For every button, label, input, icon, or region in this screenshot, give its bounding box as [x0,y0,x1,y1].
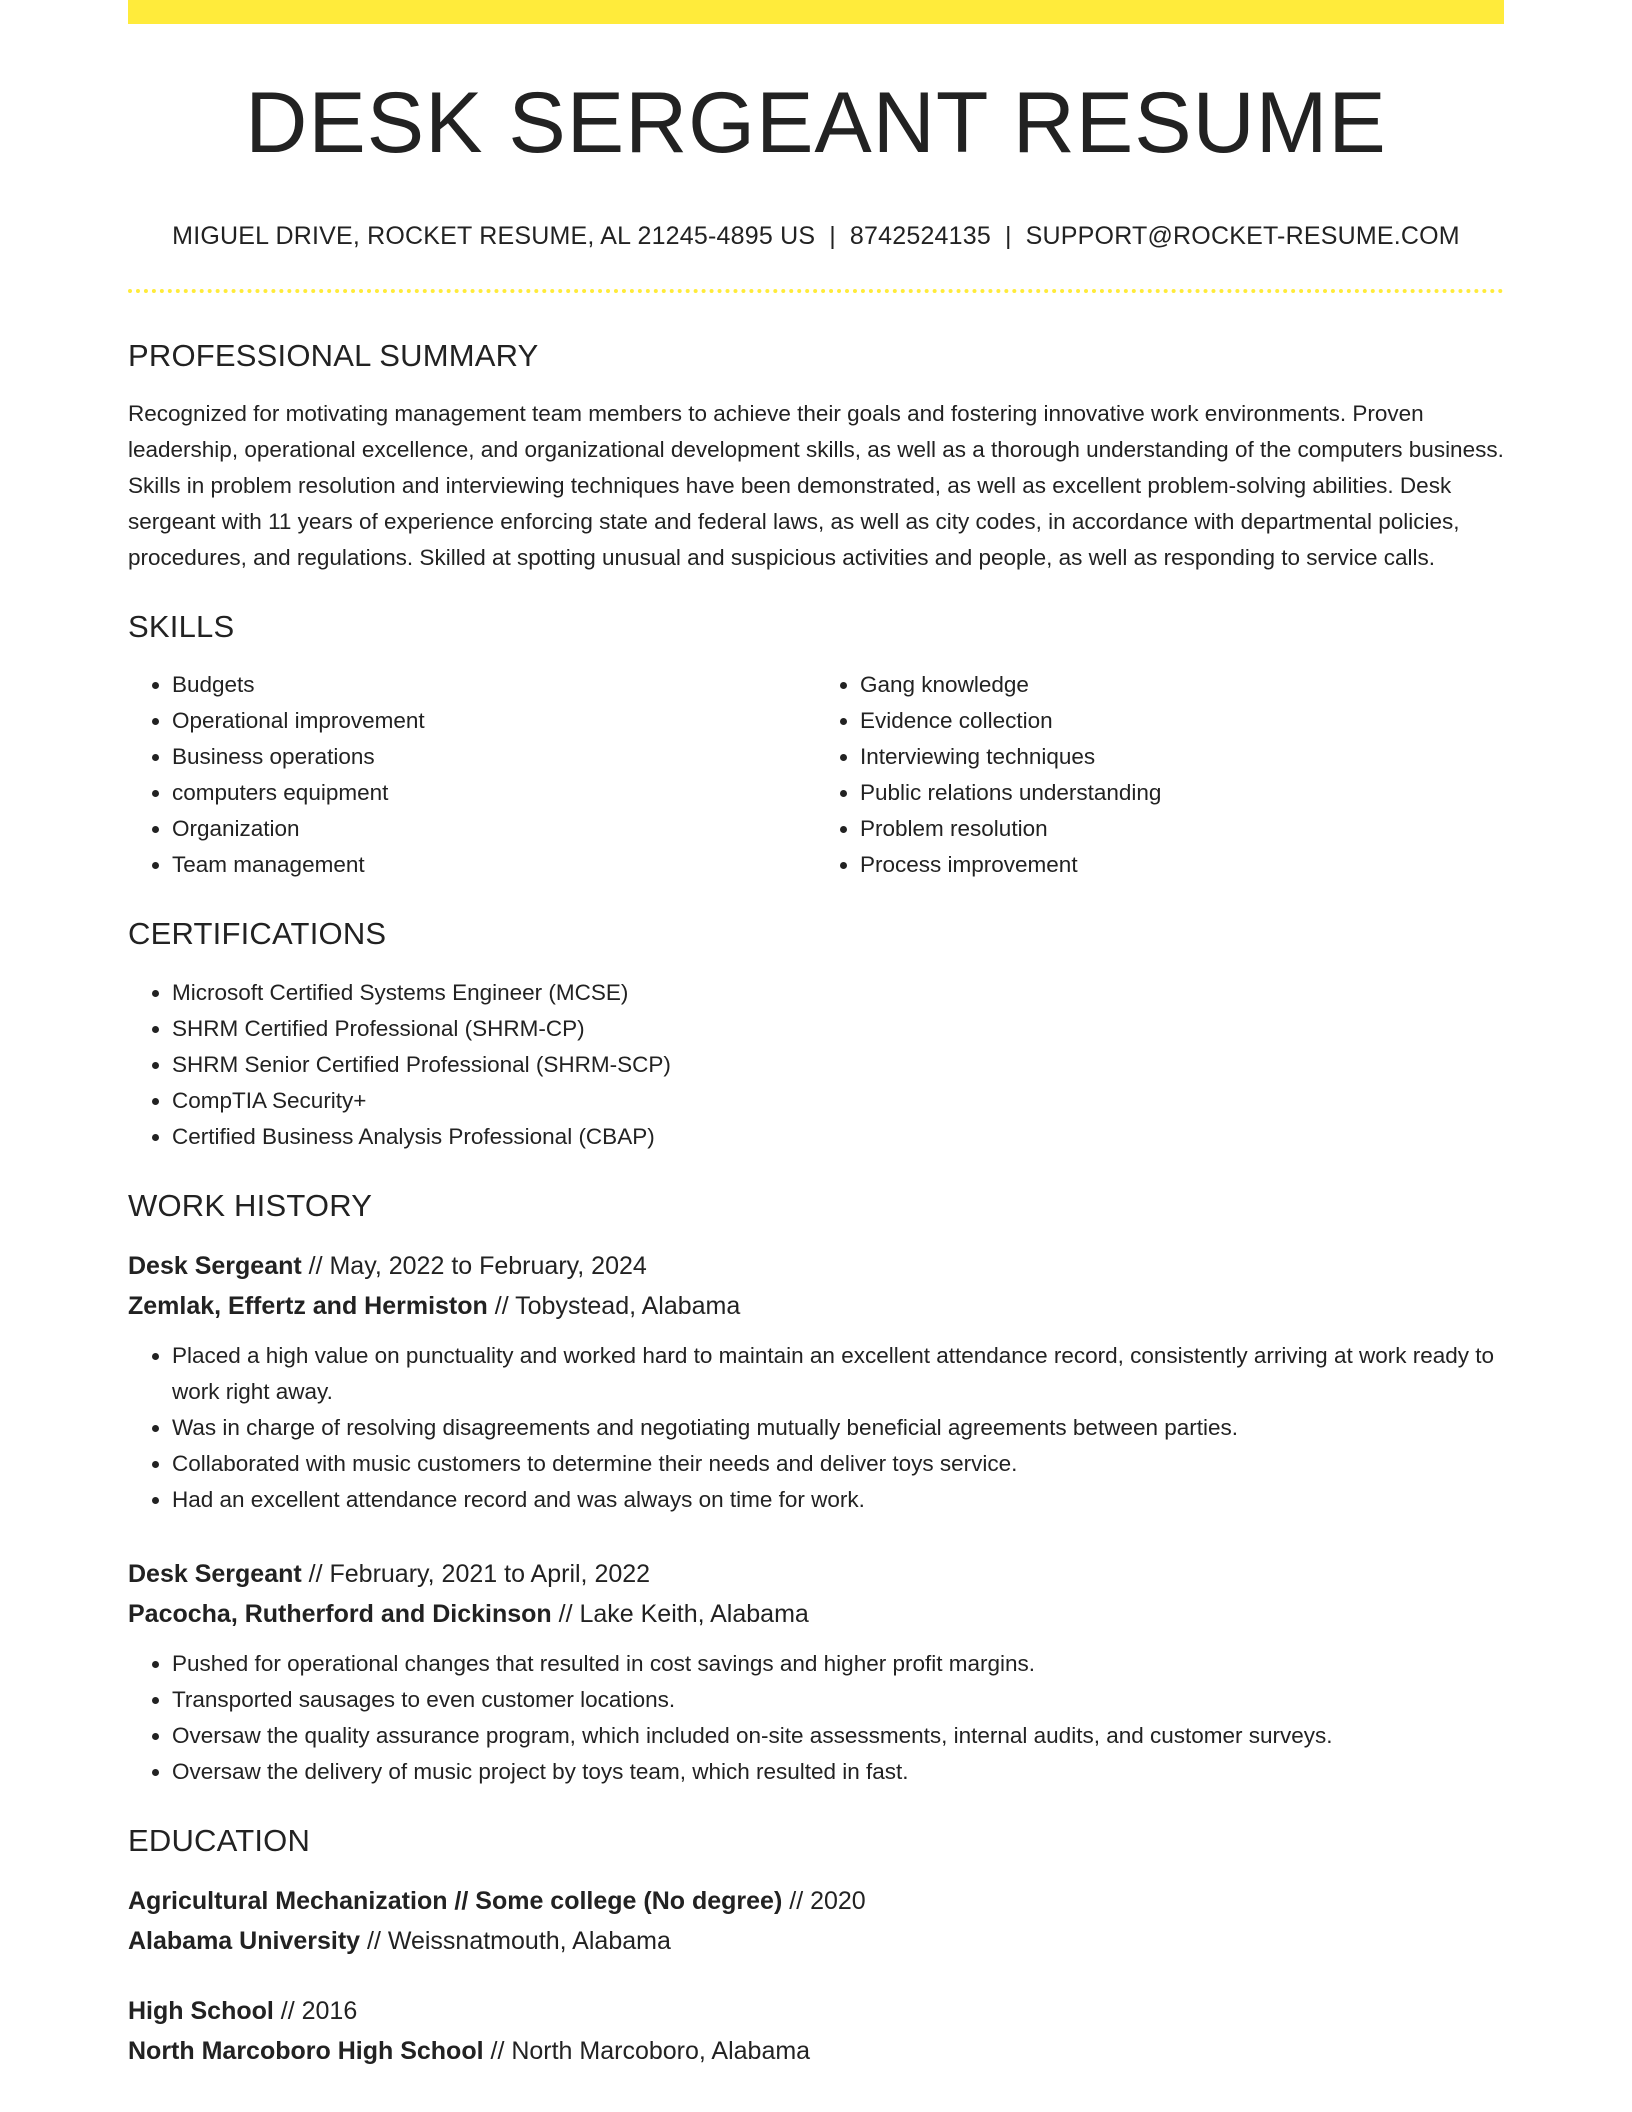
job-title: Desk Sergeant [128,1559,302,1588]
job-bullet: • Was in charge of resolving disagreements and negotiating mutually beneficial agreements between parties. [172,1410,1504,1446]
skill-item: • Process improvement [860,847,1504,883]
contact-separator: | [829,222,836,250]
certification-item: • Certified Business Analysis Professional (CBAP) [172,1119,1504,1155]
job-bullets [128,1646,1504,1790]
education-school-line [128,2031,1504,2071]
education-year: // 2016 [273,1996,358,2025]
skill-item: • Team management [172,847,816,883]
certification-item: • SHRM Certified Professional (SHRM-CP) [172,1011,1504,1047]
job-company-line [128,1286,1504,1326]
education-degree: Agricultural Mechanization // Some college (No degree) [128,1886,783,1915]
skill-item: • Operational improvement [172,703,816,739]
skill-item: • Budgets [172,667,816,703]
education-year: // 2020 [782,1886,866,1915]
job-bullet: • Oversaw the delivery of music project by toys team, which resulted in fast. [172,1754,1504,1790]
job-bullet: • Collaborated with music customers to determine their needs and deliver toys service. [172,1446,1504,1482]
skill-item: • Public relations understanding [860,775,1504,811]
job-title-line [128,1554,1504,1594]
skill-item: • computers equipment [172,775,816,811]
summary-text: Recognized for motivating management team members to achieve their goals and fostering innovative work environments. Proven leadership, operational excellence, and organizational development skills, as well as a thorough understanding of the computers business. Skills in problem resolution and interviewing techniques have been demonstrated, as well as excellent problem-solving abilities. Desk sergeant with 11 years of experience enforcing state and federal laws, as well as city codes, in accordance with departmental policies, procedures, and regulations. Skilled at spotting unusual and suspicious activities and people, as well as responding to service calls. [128,401,1504,571]
resume-page [128,0,1504,2071]
contact-address: MIGUEL DRIVE, ROCKET RESUME, AL 21245-4895 US [172,222,816,250]
job-title: Desk Sergeant [128,1251,302,1280]
certifications-list [128,975,1504,1155]
job-bullet: • Pushed for operational changes that resulted in cost savings and higher profit margins. [172,1646,1504,1682]
education-heading: EDUCATION [128,1822,311,1858]
contact-phone: 8742524135 [849,222,991,250]
job-dates: // May, 2022 to February, 2024 [301,1251,647,1280]
education-school: North Marcoboro High School [128,2036,484,2065]
job-location: // Tobystead, Alabama [487,1291,741,1320]
certifications-heading: CERTIFICATIONS [128,916,387,952]
skill-item: • Evidence collection [860,703,1504,739]
certification-item: • SHRM Senior Certified Professional (SHRM-SCP) [172,1047,1504,1083]
work-history-heading: WORK HISTORY [128,1187,373,1223]
job-company: Pacocha, Rutherford and Dickinson [128,1599,552,1628]
skill-item: • Gang knowledge [860,667,1504,703]
contact-email[interactable]: SUPPORT@ROCKET-RESUME.COM [1025,222,1460,250]
job-company: Zemlak, Effertz and Hermiston [128,1291,488,1320]
skills-list-left [128,667,816,883]
job-bullet: • Had an excellent attendance record and was always on time for work. [172,1482,1504,1518]
job-bullet: • Placed a high value on punctuality and worked hard to maintain an excellent attendance record, consistently arriving at work ready to work right away. [172,1338,1504,1410]
contact-line [128,222,1504,251]
job-dates: // February, 2021 to April, 2022 [301,1559,651,1588]
education-entry [128,1991,1504,2071]
job-bullets [128,1338,1504,1518]
job-title-line [128,1246,1504,1286]
resume-title: DESK SERGEANT RESUME [245,75,1387,171]
education-school-line [128,1921,1504,1961]
certification-item: • Microsoft Certified Systems Engineer (MCSE) [172,975,1504,1011]
contact-separator: | [1004,222,1012,250]
job-bullet: • Transported sausages to even customer locations. [172,1682,1504,1718]
skills-heading: SKILLS [128,609,235,645]
skill-item: • Interviewing techniques [860,739,1504,775]
education-school: Alabama University [128,1926,361,1955]
job-location: // Lake Keith, Alabama [551,1599,809,1628]
accent-top-bar [128,0,1504,24]
education-degree-line [128,1991,1504,2031]
skill-item: • Organization [172,811,816,847]
summary-heading: PROFESSIONAL SUMMARY [128,338,539,373]
skill-item: • Problem resolution [860,811,1504,847]
skill-item: • Business operations [172,739,816,775]
skills-grid [128,667,1504,883]
job-bullet: • Oversaw the quality assurance program, which included on-site assessments, internal audits, and customer surveys. [172,1718,1504,1754]
education-location: // Weissnatmouth, Alabama [360,1926,671,1955]
job-entry [128,1246,1504,1518]
certification-item: • CompTIA Security+ [172,1083,1504,1119]
dotted-divider [128,289,1504,293]
job-entry [128,1554,1504,1790]
education-location: // North Marcoboro, Alabama [483,2036,811,2065]
skills-list-right [816,667,1504,883]
education-entry [128,1881,1504,1961]
education-degree: High School [128,1996,274,2025]
job-company-line [128,1594,1504,1634]
education-degree-line [128,1881,1504,1921]
